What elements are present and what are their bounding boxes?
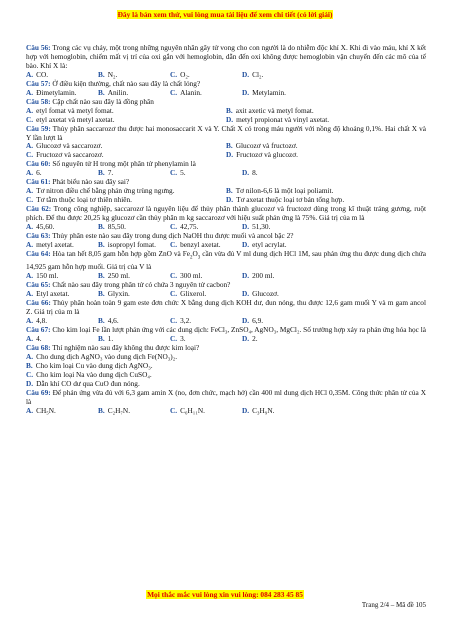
- bottom-banner-text[interactable]: Mọi thắc mắc vui lòng xin vui lòng: 084 283 45 85: [147, 590, 303, 599]
- option-a[interactable]: A. 45,60.: [26, 222, 55, 232]
- question-text: Chất nào sau đây trong phân tử có chứa 3 nguyên tử cacbon?: [52, 280, 231, 290]
- option-c[interactable]: C. 300 ml.: [170, 271, 203, 281]
- option-c[interactable]: C. 3.: [170, 333, 186, 343]
- option-c[interactable]: C. Glixerol.: [170, 289, 207, 299]
- question-number: Câu 64:: [26, 248, 51, 258]
- option-a[interactable]: A. 4,8.: [26, 316, 48, 326]
- option-b[interactable]: B. N₂.: [98, 69, 118, 79]
- option-c[interactable]: C. 42,75.: [170, 222, 199, 232]
- question-59: [26, 125, 426, 143]
- option-b[interactable]: B. Anilin.: [98, 87, 129, 97]
- question-text: Phát biểu nào sau đây sai?: [52, 177, 130, 187]
- option-a[interactable]: A. 150 ml.: [26, 271, 59, 281]
- question-number: Câu 68:: [26, 342, 51, 352]
- bottom-banner[interactable]: [0, 590, 450, 599]
- question-text: cần vừa đủ V ml dung dịch HCl 1M, sau phản ứng thu được dung dịch chứa 14,925 gam hỗn hợp muối. Giá trị của V là: [26, 248, 426, 272]
- option-a[interactable]: A. etyl fomat và metyl fomat.: [26, 105, 114, 115]
- question-number: Câu 59:: [26, 123, 51, 133]
- option-c[interactable]: C. Fructozơ và saccarozơ.: [26, 150, 104, 160]
- top-banner-text[interactable]: Đây là bản xem thử, vui lòng mua tài liệu để xem chi tiết (có lời giải): [117, 10, 333, 19]
- question-text: O: [192, 248, 198, 258]
- option-a[interactable]: A. Glucozơ và saccarozơ.: [26, 141, 103, 151]
- option-d[interactable]: D. 200 ml.: [242, 271, 275, 281]
- option-a[interactable]: A. metyl axetat.: [26, 239, 74, 249]
- question-text: Cặp chất nào sau đây là đồng phân: [52, 96, 154, 106]
- question-number: Câu 61:: [26, 177, 51, 187]
- option-d[interactable]: D. 6,9.: [242, 316, 264, 326]
- question-66: [26, 299, 426, 317]
- question-67: [26, 326, 426, 335]
- options: [26, 142, 426, 160]
- question-text: Thủy phân saccarozơ thu được hai monosaccarit X và Y. Chất X có trong máu người với nồng độ khoảng 0,1%. Hai chất X và Y lần lượt là: [26, 123, 426, 142]
- question-number: Câu 62:: [26, 204, 52, 214]
- question-text: Ở điều kiện thường, chất nào sau đây là chất lỏng?: [52, 78, 201, 88]
- question-text: Thí nghiệm nào sau đây không thu được kim loại?: [52, 342, 200, 352]
- question-number: Câu 69:: [26, 387, 51, 397]
- option-c[interactable]: C. Tơ tằm thuộc loại tơ thiên nhiên.: [26, 195, 132, 205]
- option-c[interactable]: C. benzyl axetat.: [170, 239, 221, 249]
- question-number: Câu 65:: [26, 280, 51, 290]
- question-text: Thủy phân hoàn toàn 9 gam este đơn chức X bằng dung dịch KOH dư, đun nóng, thu được 12,6 gam muối Y và m gam ancol Z. Giá trị của m là: [26, 298, 426, 317]
- question-64: [26, 250, 426, 272]
- question-number: Câu 58:: [26, 96, 51, 106]
- question-69: [26, 389, 426, 407]
- options: [26, 187, 426, 205]
- subscript: 2: [190, 255, 193, 261]
- question-number: Câu 63:: [26, 231, 51, 241]
- question-62: [26, 205, 426, 223]
- option-a[interactable]: A. 4.: [26, 333, 42, 343]
- question-57: [26, 80, 426, 89]
- option-a[interactable]: A. Tơ nitron điều chế bằng phản ứng trùng ngưng.: [26, 186, 175, 196]
- option-b[interactable]: B. Glyxin.: [98, 289, 130, 299]
- option-b[interactable]: B. 1.: [98, 333, 114, 343]
- question-number: Câu 67:: [26, 325, 51, 334]
- option-d[interactable]: D. metyl propionat và vinyl axetat.: [226, 114, 330, 124]
- option-c[interactable]: C. 5.: [170, 168, 186, 178]
- option-b[interactable]: B. axit axetic và metyl fomat.: [226, 105, 314, 115]
- question-text: Để phản ứng vừa đủ với 6,3 gam amin X (no, đơn chức, mạch hở) cần 400 ml dung dịch HCl 0,35M. Công thức phân tử của X là: [26, 387, 427, 406]
- question-number: Câu 56:: [26, 43, 51, 52]
- option-d[interactable]: D. etyl acrylat.: [242, 239, 287, 249]
- option-a[interactable]: A. 6.: [26, 168, 42, 178]
- option-b[interactable]: B. 85,50.: [98, 222, 126, 232]
- option-a[interactable]: A. Đimetylamin.: [26, 87, 77, 97]
- question-list: [26, 44, 426, 416]
- question-text: Cho kim loại Fe lần lượt phản ứng với các dung dịch: FeCl₃, ZnSO₄, AgNO₃, MgCl₂. Số trường hợp xảy ra phản ứng hóa học là: [52, 325, 426, 334]
- question-text: Trong các vụ cháy, một trong những nguyên nhân gây tử vong cho con người là do nhiễm độc khí X. Khi đi vào máu, khí X kết hợp với hemoglobin, chiếm mất vị trí của oxi gắn với hemoglobin, dẫn đến oxi không được hemoglobin vận chuyển đến các mô của tế bào. Khí X là:: [26, 43, 427, 70]
- options: [26, 407, 426, 416]
- option-d[interactable]: D. Tơ axetat thuộc loại tơ bán tổng hợp.: [226, 195, 345, 205]
- top-banner[interactable]: [0, 10, 450, 19]
- option-d[interactable]: D. 51,30.: [242, 222, 271, 232]
- option-a[interactable]: A. Cho dung dịch AgNO₃ vào dung dịch Fe(NO₃)₂.: [26, 351, 178, 361]
- question-63: [26, 232, 426, 241]
- question-text: Số nguyên tử H trong một phân tử phenylamin là: [52, 159, 196, 169]
- option-d[interactable]: D. Fructozơ và glucozơ.: [226, 150, 298, 160]
- option-b[interactable]: B. isopropyl fomat.: [98, 239, 156, 249]
- page-number: Trang 2/4 – Mã đề 105: [361, 601, 426, 609]
- option-d[interactable]: D. 8.: [242, 168, 258, 178]
- option-d[interactable]: D. 2.: [242, 333, 258, 343]
- question-text: Hòa tan hết 8,05 gam hỗn hợp gồm ZnO và Fe: [52, 248, 190, 258]
- option-d[interactable]: D. Metylamin.: [242, 87, 286, 97]
- option-a[interactable]: A. Etyl axetat.: [26, 289, 70, 299]
- option-d[interactable]: D. Glucozơ.: [242, 289, 279, 299]
- question-56: [26, 44, 426, 71]
- subscript: 3: [197, 255, 201, 261]
- option-c[interactable]: C. C₆H₁₁N.: [170, 405, 205, 415]
- option-c[interactable]: C. Alanin.: [170, 87, 202, 97]
- option-b[interactable]: B. 4,6.: [98, 316, 119, 326]
- option-b[interactable]: B. 7.: [98, 168, 114, 178]
- question-number: Câu 60:: [26, 159, 51, 169]
- option-b[interactable]: B. 250 ml.: [98, 271, 130, 281]
- option-d[interactable]: D. C₃H₉N.: [242, 405, 275, 415]
- option-c[interactable]: C. etyl axetat và metyl axetat.: [26, 114, 115, 124]
- option-b[interactable]: B. Glucozơ và fructozơ.: [226, 141, 298, 151]
- option-c[interactable]: C. Cho kim loại Na vào dung dịch CuSO₄.: [26, 369, 152, 379]
- options: [26, 353, 426, 389]
- question-65: [26, 281, 426, 290]
- question-number: Câu 66:: [26, 298, 51, 308]
- option-d[interactable]: D. Dẫn khí CO dư qua CuO đun nóng.: [26, 378, 140, 388]
- question-60: [26, 160, 426, 169]
- option-a[interactable]: A. CO.: [26, 69, 49, 79]
- options: [26, 107, 426, 125]
- option-a[interactable]: A. CH₅N.: [26, 405, 56, 415]
- question-text: Thủy phân este nào sau đây trong dung dịch NaOH thu được muối và ancol bậc 2?: [52, 231, 294, 241]
- option-d[interactable]: D. Cl₂.: [242, 69, 264, 79]
- option-b[interactable]: B. Cho kim loại Cu vào dung dịch AgNO₃.: [26, 360, 153, 370]
- option-b[interactable]: B. C₂H₇N.: [98, 405, 131, 415]
- question-number: Câu 57:: [26, 78, 51, 88]
- option-b[interactable]: B. Tơ nilon-6,6 là một loại poliamit.: [226, 186, 334, 196]
- option-c[interactable]: C. 3,2.: [170, 316, 192, 326]
- option-c[interactable]: C. O₂.: [170, 69, 190, 79]
- question-text: Trong công nghiệp, saccarozơ là nguyên liệu để thủy phân thành glucozơ và fructozơ dùng trong kĩ thuật tráng gương, ruột phích. Để thu được 20,25 kg glucozơ cần thủy phân m kg saccarozơ với hiệu suất phản ứng là 75%. Giá trị của m là: [26, 204, 426, 223]
